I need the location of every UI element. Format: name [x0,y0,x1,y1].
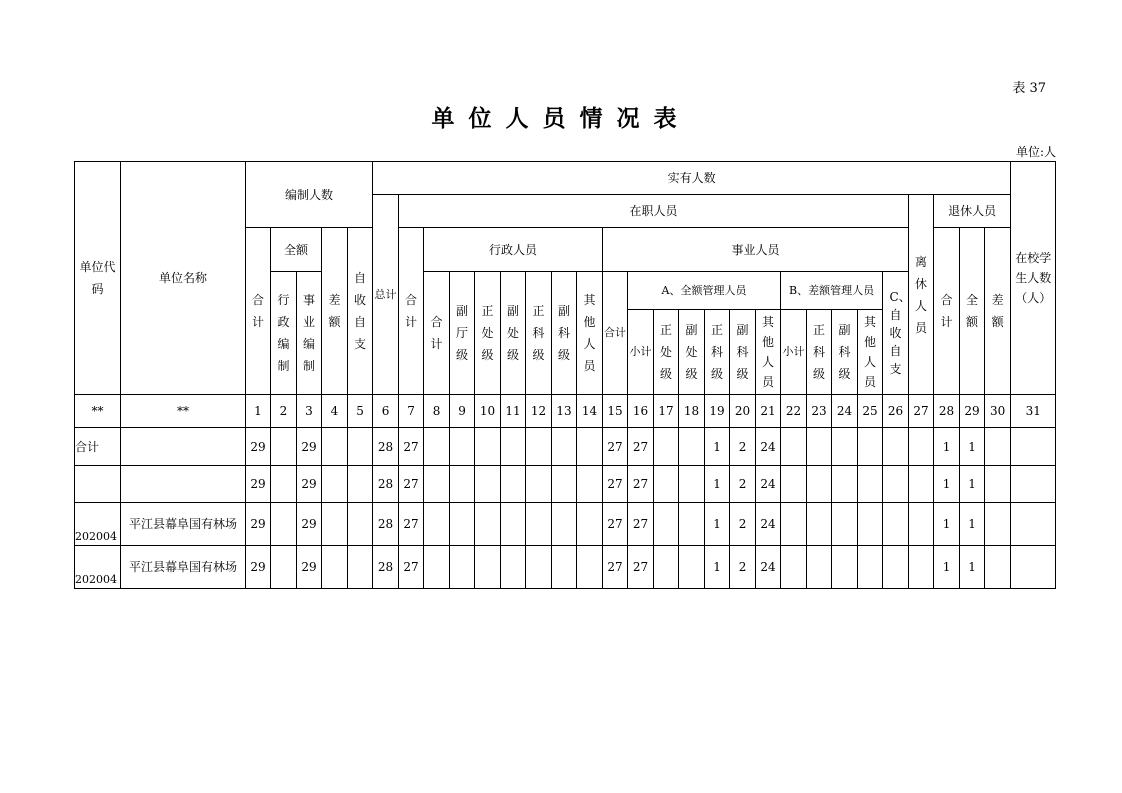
table-cell [348,428,373,466]
index-row [75,395,1056,428]
header-xingzheng-bianzhi: 行政编制 [271,272,297,395]
table-cell: 27 [628,428,654,466]
table-cell [475,466,501,503]
table-cell: 27 [603,466,628,503]
table-cell [858,466,883,503]
table-cell: 1 [960,503,985,546]
table-cell: 29 [246,466,271,503]
index-cell: 18 [679,395,705,428]
unit-code-cell [75,466,121,503]
index-cell: 23 [807,395,832,428]
unit-code-cell: 202004 [75,546,121,589]
table-cell: 27 [603,546,628,589]
table-cell: 28 [373,466,399,503]
table-cell [271,546,297,589]
header-a-zheng-chu: 正处级 [654,310,679,395]
index-cell: 30 [985,395,1011,428]
unit-name-cell: 平江县幕阜国有林场 [121,546,246,589]
table-cell [526,503,552,546]
table-cell: 29 [297,428,322,466]
table-cell [552,503,577,546]
table-cell [858,428,883,466]
table-cell: 27 [628,466,654,503]
table-cell [807,428,832,466]
header-lixiu: 离休人员 [909,195,934,395]
personnel-table [74,161,1056,589]
unit-code-cell: 合计 [75,428,121,466]
table-cell [832,466,858,503]
table-cell [552,428,577,466]
table-cell [909,546,934,589]
table-cell [781,546,807,589]
table-cell [858,546,883,589]
table-cell [832,428,858,466]
index-cell: 29 [960,395,985,428]
index-cell: 12 [526,395,552,428]
header-zaixiao: 在校学生人数（人） [1011,162,1056,395]
table-cell: 1 [705,428,730,466]
header-bz-heji: 合计 [246,228,271,395]
unit-code-cell: 202004 [75,503,121,546]
table-cell [577,546,603,589]
table-cell [654,546,679,589]
table-cell [501,546,526,589]
table-cell: 29 [246,546,271,589]
table-cell [781,466,807,503]
table-cell [450,503,475,546]
table-cell [424,546,450,589]
header-b-fu-ke: 副科级 [832,310,858,395]
table-cell [526,546,552,589]
table-cell [348,503,373,546]
table-row [75,466,1056,503]
table-cell [909,466,934,503]
index-cell: 31 [1011,395,1056,428]
table-cell [577,503,603,546]
table-cell: 2 [730,503,756,546]
index-cell: 20 [730,395,756,428]
header-a-xiaoji: 小计 [628,310,654,395]
table-cell [475,428,501,466]
table-cell [348,546,373,589]
table-cell [985,466,1011,503]
header-xz-qita: 其他人员 [577,272,603,395]
table-cell [526,466,552,503]
table-cell [450,428,475,466]
header-bianzhi: 编制人数 [246,162,373,228]
header-a-quan-e: A、全额管理人员 [628,272,781,310]
page-title: 单位人员情况表 [431,105,691,132]
table-cell: 1 [705,546,730,589]
header-xz-heji: 合计 [424,272,450,395]
table-cell: 27 [399,503,424,546]
table-cell: 2 [730,466,756,503]
header-a-fu-ke: 副科级 [730,310,756,395]
index-cell: 28 [934,395,960,428]
table-cell: 1 [934,546,960,589]
table-cell [832,503,858,546]
table-cell: 24 [756,428,781,466]
header-xz-zheng-ke: 正科级 [526,272,552,395]
header-a-fu-chu: 副处级 [679,310,705,395]
index-cell: 19 [705,395,730,428]
index-cell: 6 [373,395,399,428]
table-cell: 29 [297,466,322,503]
table-cell [807,466,832,503]
index-cell: 26 [883,395,909,428]
header-quan-e: 全额 [271,228,322,272]
unit-name-cell [121,466,246,503]
index-cell: 5 [348,395,373,428]
table-cell: 1 [960,546,985,589]
table-cell: 29 [297,546,322,589]
index-cell: 25 [858,395,883,428]
table-cell: 2 [730,428,756,466]
table-cell [424,428,450,466]
table-cell [348,466,373,503]
table-cell: 28 [373,546,399,589]
unit-label: 单位:人 [1015,145,1056,159]
table-cell [807,546,832,589]
table-cell: 24 [756,503,781,546]
table-cell [271,466,297,503]
index-cell: 22 [781,395,807,428]
table-row [75,428,1056,466]
table-cell: 27 [399,428,424,466]
index-cell: 9 [450,395,475,428]
header-zongji: 总计 [373,195,399,395]
table-cell: 27 [603,503,628,546]
table-cell [883,546,909,589]
index-cell: 3 [297,395,322,428]
table-cell: 27 [628,546,654,589]
table-cell [654,503,679,546]
table-cell [909,428,934,466]
table-cell [679,503,705,546]
table-cell: 28 [373,428,399,466]
header-shiye-bianzhi: 事业编制 [297,272,322,395]
unit-name-cell [121,428,246,466]
index-cell: 7 [399,395,424,428]
header-sy-heji: 合计 [603,272,628,395]
table-cell: 1 [705,466,730,503]
table-cell [501,466,526,503]
table-cell [450,466,475,503]
table-cell [985,546,1011,589]
header-zaizhi: 在职人员 [399,195,909,228]
table-cell: 27 [399,546,424,589]
table-cell: 24 [756,546,781,589]
header-xz-fu-chu: 副处级 [501,272,526,395]
index-cell: 24 [832,395,858,428]
table-cell: 27 [628,503,654,546]
table-cell: 1 [934,503,960,546]
table-cell [883,503,909,546]
index-cell: 4 [322,395,348,428]
table-cell [577,428,603,466]
table-cell [654,466,679,503]
table-cell [909,503,934,546]
table-cell: 1 [960,428,985,466]
table-cell: 29 [246,428,271,466]
table-row [75,503,1056,546]
table-cell: 1 [934,428,960,466]
table-cell [1011,428,1056,466]
table-cell: 1 [934,466,960,503]
header-b-xiaoji: 小计 [781,310,807,395]
table-cell [526,428,552,466]
header-a-qita: 其他人员 [756,310,781,395]
index-cell: 13 [552,395,577,428]
table-cell [475,546,501,589]
table-cell: 2 [730,546,756,589]
table-cell [577,466,603,503]
header-shiyou: 实有人数 [373,162,1011,195]
table-cell: 27 [399,466,424,503]
header-tx-quan-e: 全额 [960,228,985,395]
table-cell: 1 [705,503,730,546]
table-cell [501,503,526,546]
index-cell: 17 [654,395,679,428]
header-b-cha-e: B、差额管理人员 [781,272,883,310]
table-cell: 29 [297,503,322,546]
header-shiye: 事业人员 [603,228,909,272]
table-cell [322,428,348,466]
index-cell: ** [121,395,246,428]
table-cell [1011,546,1056,589]
table-cell [679,428,705,466]
index-cell: 10 [475,395,501,428]
header-unit-code: 单位代码 [75,162,121,395]
header-unit-name: 单位名称 [121,162,246,395]
header-b-zheng-ke: 正科级 [807,310,832,395]
table-cell [475,503,501,546]
table-cell [271,428,297,466]
header-bz-zishou: 自收自支 [348,228,373,395]
table-cell [1011,466,1056,503]
table-cell [424,503,450,546]
header-b-qita: 其他人员 [858,310,883,395]
table-cell [883,466,909,503]
header-fu-ting: 副厅级 [450,272,475,395]
table-cell [807,503,832,546]
table-cell [424,466,450,503]
table-row [75,546,1056,589]
table-cell [858,503,883,546]
table-cell [501,428,526,466]
index-cell: 27 [909,395,934,428]
index-cell: 1 [246,395,271,428]
table-cell [679,546,705,589]
table-cell [322,503,348,546]
table-cell [679,466,705,503]
header-tuixiu: 退休人员 [934,195,1011,228]
table-cell: 28 [373,503,399,546]
table-cell [781,503,807,546]
header-tx-heji: 合计 [934,228,960,395]
table-cell [781,428,807,466]
header-tx-cha-e: 差额 [985,228,1011,395]
header-bz-cha-e: 差额 [322,228,348,395]
table-cell [322,466,348,503]
header-xz-fu-ke: 副科级 [552,272,577,395]
index-cell: 16 [628,395,654,428]
table-cell [985,503,1011,546]
table-cell [552,466,577,503]
index-cell: ** [75,395,121,428]
table-cell [322,546,348,589]
table-cell: 24 [756,466,781,503]
table-cell [832,546,858,589]
index-cell: 21 [756,395,781,428]
unit-name-cell: 平江县幕阜国有林场 [121,503,246,546]
table-cell [985,428,1011,466]
table-cell [1011,503,1056,546]
table-number: 表 37 [1012,81,1046,96]
index-cell: 8 [424,395,450,428]
index-cell: 11 [501,395,526,428]
header-xingzheng: 行政人员 [424,228,603,272]
index-cell: 14 [577,395,603,428]
table-cell [552,546,577,589]
index-cell: 15 [603,395,628,428]
table-cell [883,428,909,466]
header-c-zishou: C、自收自支 [883,272,909,395]
header-xz-zheng-chu: 正处级 [475,272,501,395]
index-cell: 2 [271,395,297,428]
header-zz-heji: 合计 [399,228,424,395]
header-a-zheng-ke: 正科级 [705,310,730,395]
table-cell [654,428,679,466]
table-cell [271,503,297,546]
table-cell: 1 [960,466,985,503]
table-cell: 29 [246,503,271,546]
table-cell [450,546,475,589]
table-cell: 27 [603,428,628,466]
